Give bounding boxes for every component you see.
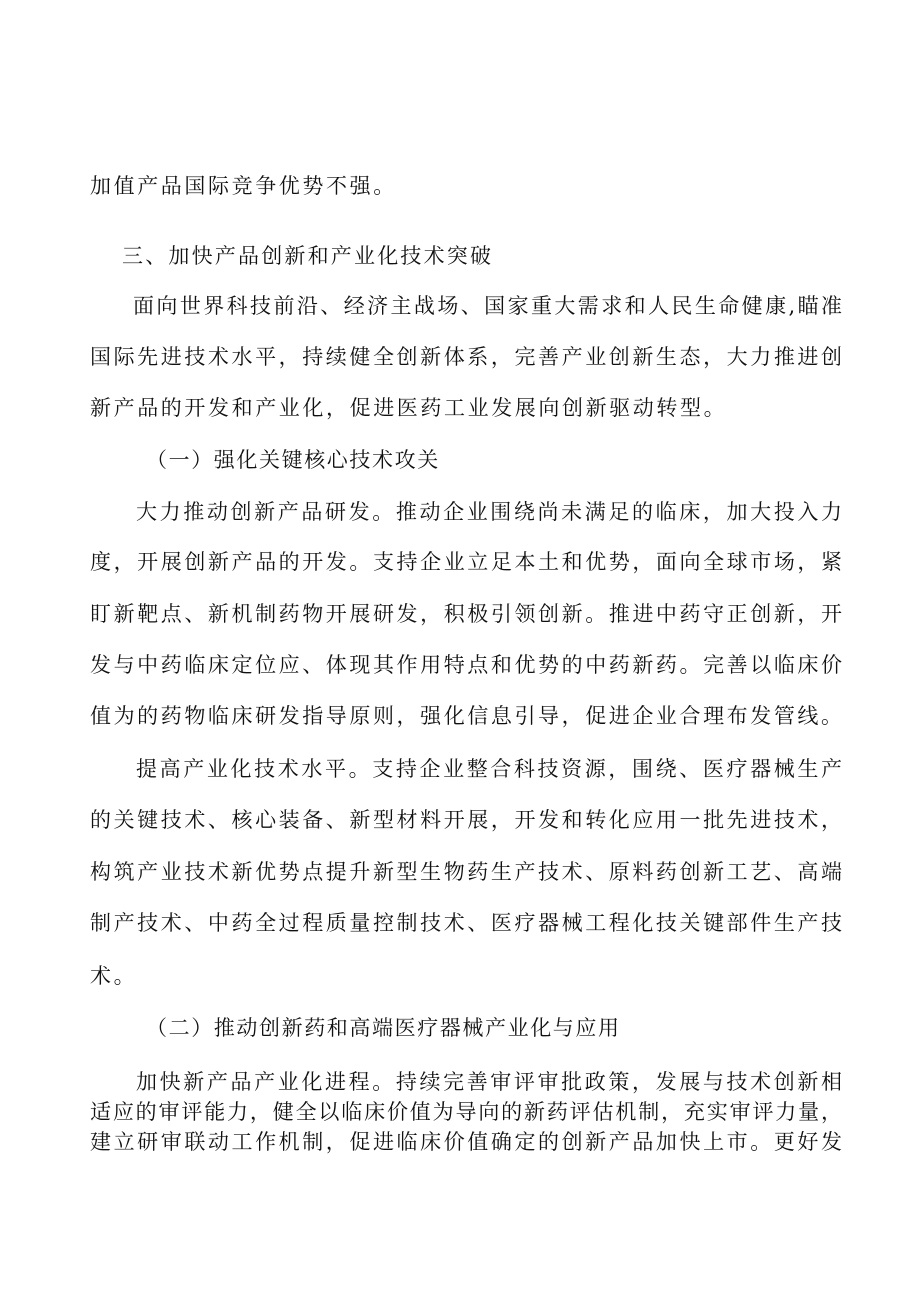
paragraph-line: 加快新产品产业化进程。持续完善审评审批政策，发展与技术创新相 bbox=[136, 1070, 842, 1094]
paragraph-tail-line: 加值产品国际竞争优势不强。 bbox=[90, 174, 397, 198]
paragraph-line: 度，开展创新产品的开发。支持企业立足本土和优势，面向全球市场，紧 bbox=[90, 550, 842, 574]
paragraph-line: 国际先进技术水平，持续健全创新体系，完善产业创新生态，大力推进创 bbox=[90, 345, 842, 369]
paragraph-line: 建立研审联动工作机制，促进临床价值确定的创新产品加快上市。更好发 bbox=[90, 1130, 842, 1154]
paragraph-line: 新产品的开发和产业化，促进医药工业发展向创新驱动转型。 bbox=[90, 396, 728, 420]
paragraph-line: 发与中药临床定位应、体现其作用特点和优势的中药新药。完善以临床价 bbox=[90, 653, 842, 677]
paragraph-line: 值为的药物临床研发指导原则，强化信息引导，促进企业合理布发管线。 bbox=[90, 704, 842, 728]
subsection-heading-1: （一）强化关键核心技术攻关 bbox=[146, 448, 440, 472]
paragraph-line: 面向世界科技前沿、经济主战场、国家重大需求和人民生命健康,瞄准 bbox=[133, 294, 842, 318]
paragraph-line: 的关键技术、核心装备、新型材料开展，开发和转化应用一批先进技术， bbox=[90, 808, 842, 832]
paragraph-line: 适应的审评能力，健全以临床价值为导向的新药评估机制，充实审评力量， bbox=[90, 1100, 842, 1124]
paragraph-line: 提高产业化技术水平。支持企业整合科技资源，围绕、医疗器械生产 bbox=[136, 757, 842, 781]
paragraph-line: 术。 bbox=[90, 964, 138, 988]
section-heading-3: 三、加快产品创新和产业化技术突破 bbox=[122, 244, 494, 268]
paragraph-line: 构筑产业技术新优势点提升新型生物药生产技术、原料药创新工艺、高端 bbox=[90, 860, 842, 884]
subsection-heading-2: （二）推动创新药和高端医疗器械产业化与应用 bbox=[146, 1016, 621, 1040]
paragraph-line: 大力推动创新产品研发。推动企业围绕尚未满足的临床，加大投入力 bbox=[136, 500, 842, 524]
paragraph-line: 制产技术、中药全过程质量控制技术、医疗器械工程化技关键部件生产技 bbox=[90, 911, 842, 935]
paragraph-line: 盯新靶点、新机制药物开展研发，积极引领创新。推进中药守正创新，开 bbox=[90, 602, 842, 626]
